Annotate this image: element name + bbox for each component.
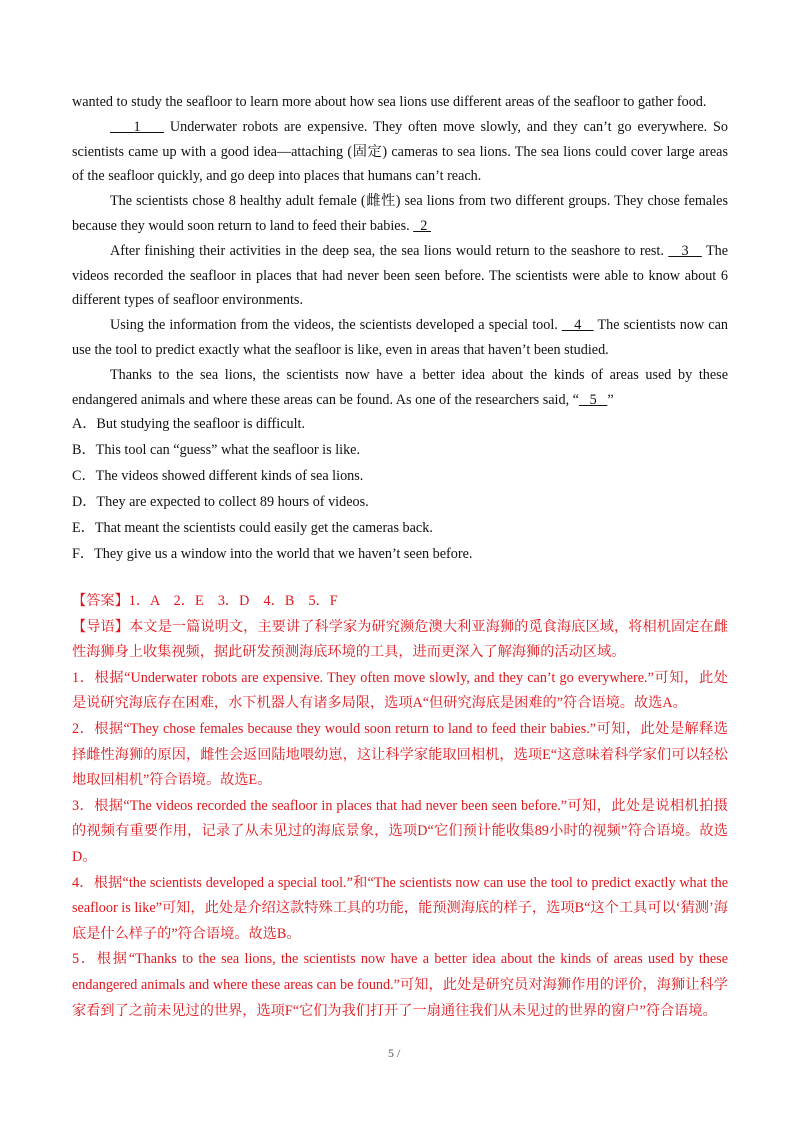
paragraph-text: ”: [607, 391, 614, 408]
option-b: B．This tool can “guess” what the seafloor is like.: [72, 442, 361, 459]
page-number: 5 /: [388, 1046, 401, 1060]
blank-3: 3: [668, 242, 702, 259]
answer-line: 【答案】1．A 2．E 3．D 4．B 5．F: [72, 593, 338, 609]
option-f: F．They give us a window into the world that we haven’t seen before.: [72, 545, 473, 562]
passage: [72, 90, 728, 568]
option-d: D．They are expected to collect 89 hours of videos.: [72, 494, 369, 511]
paragraph-5: [72, 363, 728, 413]
paragraph-text: The scientists now can use the tool to predict exactly what the seafloor is like, even in areas that haven’t been studied.: [72, 317, 728, 358]
blank-5: 5: [578, 391, 608, 408]
paragraph-0: [72, 90, 728, 115]
paragraph-3: [72, 239, 728, 313]
paragraph-text: Thanks to the sea lions, the scientists now have a better idea about the kinds of areas used by these endangered animals and where these areas can be found. As one of the researchers said, “: [72, 366, 728, 408]
paragraph-2: [72, 189, 728, 239]
paragraph-text: The videos recorded the seafloor in places that had never been seen before. The scientists were able to know about 6 different types of seafloor environments.: [72, 242, 728, 309]
blank-2: 2: [413, 217, 431, 234]
explanation-5: 5．根据“Thanks to the sea lions, the scientists now have a better idea about the kinds of areas used by these endangered animals and where these areas can be found.”可知，此处是研究员对海狮作用的评价，海狮让科学家看到了之前未见过的世界，选项F“它们为我们打开了一扇通往我们从未见过的世界的窗户”符合语境。: [72, 951, 728, 1019]
paragraph-text: Using the information from the videos, the scientists developed a special tool.: [110, 317, 562, 334]
option-a: A．But studying the seafloor is difficult.: [72, 416, 306, 433]
paragraph-text: wanted to study the seafloor to learn more about how sea lions use different areas of the seafloor to gather food.: [72, 94, 707, 110]
explanation-1: 1．根据“Underwater robots are expensive. They often move slowly, and they can’t go everywhere.”可知，此处是说研究海底存在困难，水下机器人有诸多局限，选项A“但研究海底是困难的”符合语境。故选A。: [72, 669, 728, 712]
paragraph-text: Underwater robots are expensive. They often move slowly, and they can’t go everywhere. So scientists came up with a good idea—attaching (固定) cameras to sea lions. The sea lions could cover large areas of the seafloor quickly, and go deep into places that humans can’t reach.: [72, 118, 729, 185]
explanation-2: 2．根据“They chose females because they would soon return to land to feed their babies.”可知，此处是解释选择雌性海狮的原因，雌性会返回陆地喂幼崽，这让科学家能取回相机，选项E“这意味着科学家们可以轻松地取回相机”符合语境。故选E。: [72, 720, 728, 789]
explanation-4: 4．根据“the scientists developed a special tool.”和“The scientists now can use the tool to predict exactly what the seafloor is like”可知，此处是介绍这款特殊工具的功能，能预测海底的样子，选项B“这个工具可以‘猜测’海底是什么样子的”符合语境。故选B。: [72, 874, 728, 942]
answer-section: [72, 589, 728, 1024]
option-c: C．The videos showed different kinds of sea lions.: [72, 468, 364, 485]
paragraph-4: [72, 313, 728, 363]
blank-1: 1: [110, 118, 164, 135]
paragraph-text: The scientists chose 8 healthy adult female (雌性) sea lions from two different groups. They chose females because they would soon return to land to feed their babies.: [72, 193, 728, 234]
blank-4: 4: [561, 317, 594, 334]
paragraph-text: After finishing their activities in the deep sea, the sea lions would return to the seashore to rest.: [110, 242, 669, 259]
option-e: E．That meant the scientists could easily get the cameras back.: [72, 519, 433, 536]
explanation-3: 3．根据“The videos recorded the seafloor in places that had never been seen before.”可知，此处是说相机拍摄的视频有重要作用，记录了从未见过的海底景象，选项D“它们预计能收集89小时的视频”符合语境。故选D。: [72, 797, 728, 865]
guide-text: 【导语】本文是一篇说明文，主要讲了科学家为研究濒危澳大利亚海狮的觅食海底区域，将相机固定在雌性海狮身上收集视频，据此研发预测海底环境的工具，进而更深入了解海狮的活动区域。: [72, 618, 728, 661]
paragraph-1: [72, 115, 728, 189]
